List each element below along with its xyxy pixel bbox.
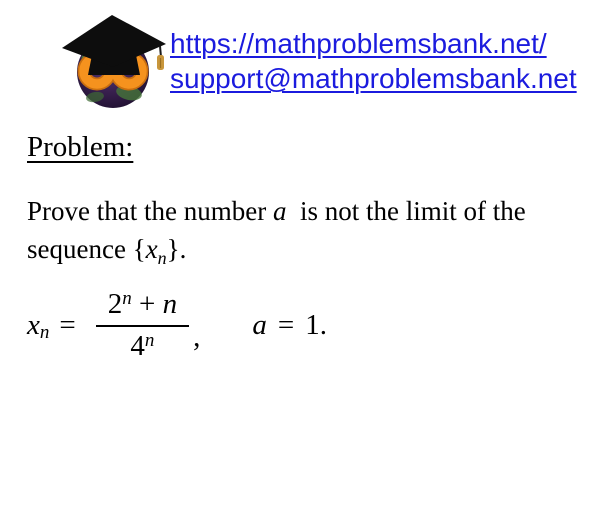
support-email-link[interactable]: support@mathproblemsbank.net — [170, 63, 577, 94]
plus-sign — [132, 288, 139, 320]
statement-text: }. — [166, 234, 187, 264]
problem-statement — [27, 192, 526, 271]
condition-value: 1. — [305, 309, 327, 341]
num-base: 2 — [107, 288, 123, 320]
equals-sign: = — [59, 309, 76, 341]
var-x: x — [145, 234, 158, 264]
statement-text: sequence { — [27, 234, 146, 264]
formula-lhs-subscript: n — [39, 321, 50, 343]
fraction-denominator — [130, 327, 154, 363]
statement-text: is not the limit of the — [286, 196, 526, 226]
fraction — [96, 288, 189, 363]
subscript-n: n — [157, 248, 167, 268]
site-logo — [55, 5, 175, 110]
formula-lhs-var: x — [27, 309, 40, 341]
den-exponent: n — [144, 330, 155, 351]
var-a: a — [272, 196, 287, 226]
statement-text: Prove that the number — [27, 196, 273, 226]
num-plus: + — [138, 288, 156, 320]
num-exponent: n — [122, 288, 132, 309]
header-links — [170, 26, 577, 96]
condition-var: a — [252, 309, 267, 341]
problem-heading: Problem: — [27, 131, 134, 163]
condition — [252, 309, 327, 342]
den-base: 4 — [130, 330, 145, 362]
sequence-formula — [27, 288, 327, 363]
num-term: n — [162, 288, 178, 320]
condition-equals: = — [277, 309, 295, 341]
site-url-link[interactable]: https://mathproblemsbank.net/ — [170, 28, 547, 59]
space — [155, 288, 162, 320]
graduation-cap-globe-icon — [55, 5, 175, 110]
comma: , — [193, 321, 201, 353]
fraction-numerator — [96, 288, 189, 327]
